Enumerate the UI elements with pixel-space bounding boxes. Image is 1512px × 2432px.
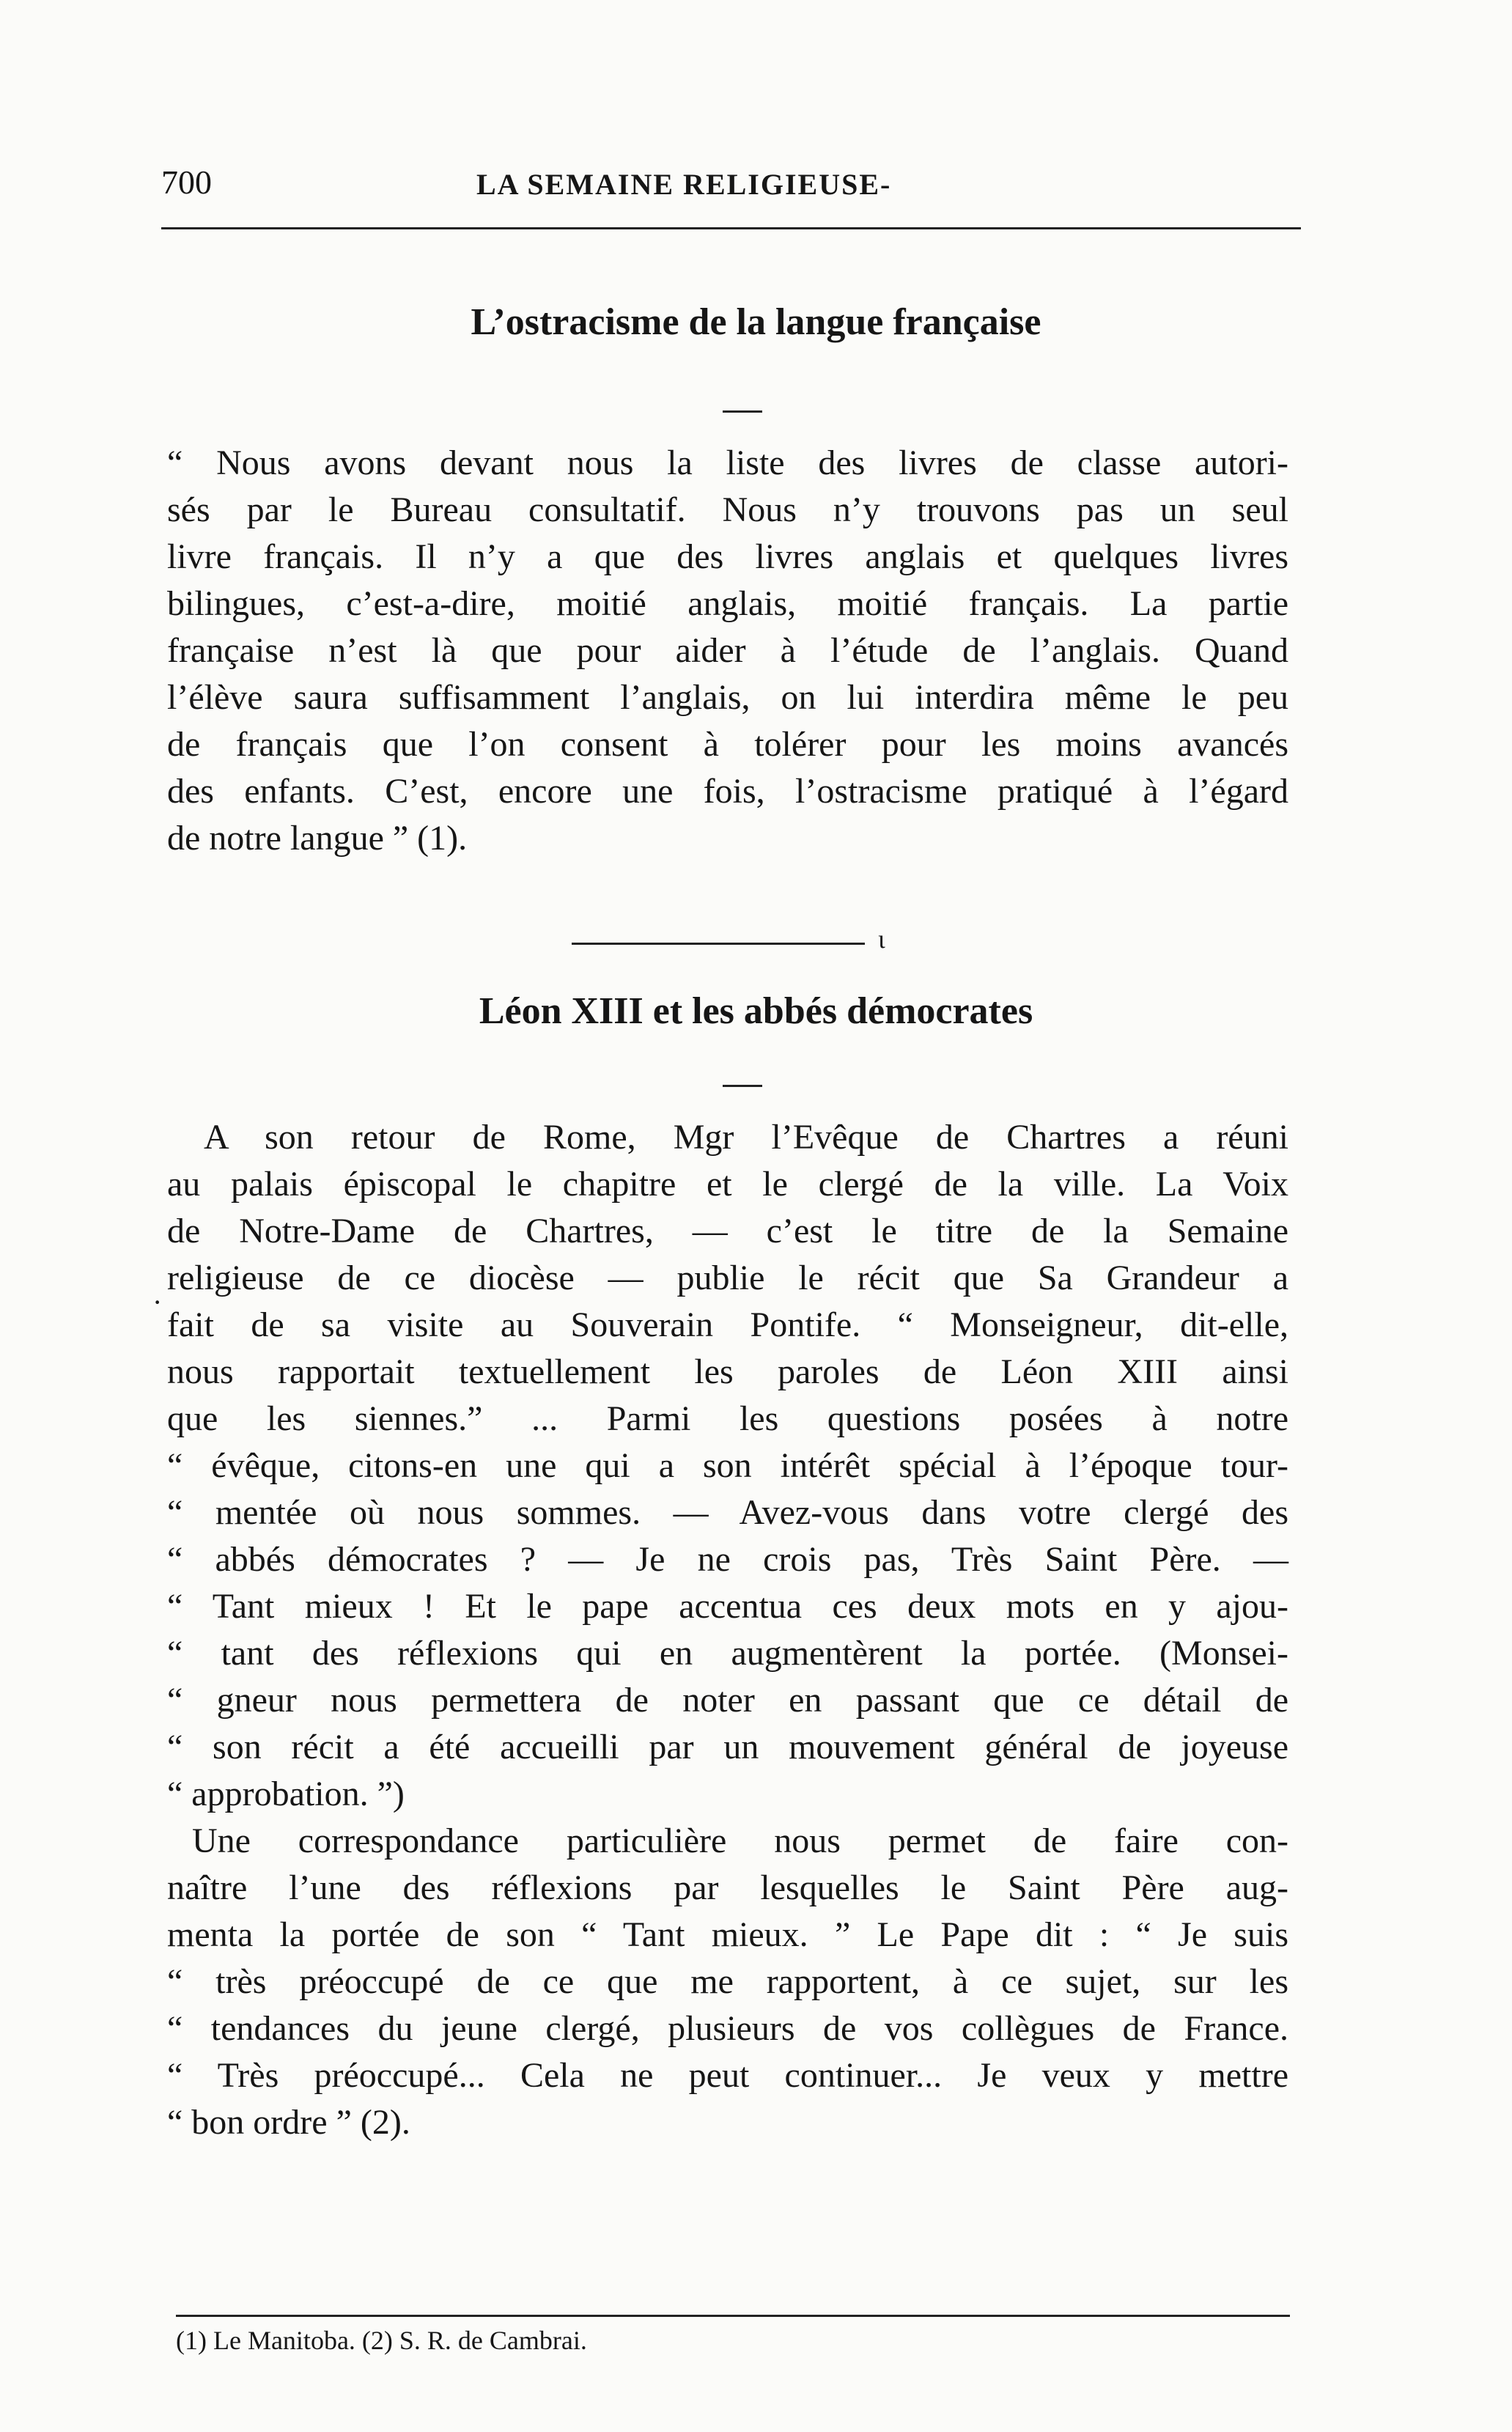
text-line: A son retour de Rome, Mgr l’Evêque de Chartres a réuni	[204, 1118, 1288, 1157]
text-line: “ très préoccupé de ce que me rapportent, à ce sujet, sur les	[167, 1962, 1288, 2001]
header-rule	[161, 227, 1301, 229]
text-line: bilingues, c’est-a-dire, moitié anglais, moitié français. La partie	[167, 584, 1288, 623]
text-line: Une correspondance particulière nous permet de faire con-	[192, 1821, 1288, 1860]
separator-mark: ι	[878, 924, 885, 954]
text-line: au palais épiscopal le chapitre et le clergé de la ville. La Voix	[167, 1165, 1288, 1204]
text-line: de français que l’on consent à tolérer pour les moins avancés	[167, 725, 1288, 764]
text-line: française n’est là que pour aider à l’étude de l’anglais. Quand	[167, 631, 1288, 670]
text-line: “ évêque, citons-en une qui a son intérêt spécial à l’époque tour-	[167, 1446, 1288, 1485]
paragraph-ostracisme	[167, 440, 1288, 862]
text-line: nous rapportait textuellement les paroles de Léon XIII ainsi	[167, 1352, 1288, 1391]
running-title: LA SEMAINE RELIGIEUSE-	[476, 168, 892, 201]
text-line: de notre langue ” (1).	[167, 819, 468, 858]
text-line: “ abbés démocrates ? — Je ne crois pas, Très Saint Père. —	[167, 1540, 1288, 1579]
text-line: “ bon ordre ” (2).	[167, 2103, 410, 2142]
text-line: “ tant des réflexions qui en augmentèrent la portée. (Monsei-	[167, 1634, 1288, 1673]
text-line: menta la portée de son “ Tant mieux. ” Le Pape dit : “ Je suis	[167, 1915, 1288, 1954]
footnotes: (1) Le Manitoba. (2) S. R. de Cambrai.	[176, 2326, 587, 2355]
section-title-leon-xiii: Léon XIII et les abbés démocrates	[479, 990, 1033, 1032]
paragraph-rome-visit	[167, 1114, 1288, 1818]
page-number: 700	[161, 163, 212, 201]
text-line: “ Très préoccupé... Cela ne peut continuer... Je veux y mettre	[167, 2056, 1288, 2095]
text-line: des enfants. C’est, encore une fois, l’ostracisme pratiqué à l’égard	[167, 772, 1288, 811]
separator-rule	[572, 943, 865, 945]
text-line: “ mentée où nous sommes. — Avez-vous dans votre clergé des	[167, 1493, 1288, 1532]
title-dash	[723, 1085, 762, 1087]
text-line: naître l’une des réflexions par lesquelles le Saint Père aug-	[167, 1868, 1288, 1907]
text-line: “ tendances du jeune clergé, plusieurs de vos collègues de France.	[167, 2009, 1288, 2048]
margin-mark: ·	[152, 1286, 163, 1319]
text-line: “ gneur nous permettera de noter en passant que ce détail de	[167, 1681, 1288, 1720]
running-head	[161, 163, 1305, 214]
title-dash	[723, 410, 762, 413]
section-title-ostracisme: L’ostracisme de la langue française	[471, 301, 1041, 343]
text-line: fait de sa visite au Souverain Pontife. “ Monseigneur, dit-elle,	[167, 1305, 1288, 1344]
paragraph-correspondance	[167, 1818, 1288, 2146]
text-line: “ Tant mieux ! Et le pape accentua ces deux mots en y ajou-	[167, 1587, 1288, 1626]
footnote-rule	[176, 2315, 1290, 2317]
section-separator	[572, 924, 909, 954]
text-line: l’élève saura suffisamment l’anglais, on lui interdira même le peu	[167, 678, 1288, 717]
text-line: livre français. Il n’y a que des livres anglais et quelques livres	[167, 537, 1288, 576]
text-line: “ approbation. ”)	[167, 1775, 405, 1813]
text-line: sés par le Bureau consultatif. Nous n’y trouvons pas un seul	[167, 490, 1288, 529]
text-line: “ son récit a été accueilli par un mouvement général de joyeuse	[167, 1728, 1288, 1766]
text-line: que les siennes.” ... Parmi les questions posées à notre	[167, 1399, 1288, 1438]
text-line: “ Nous avons devant nous la liste des livres de classe autori-	[167, 443, 1288, 482]
text-line: de Notre-Dame de Chartres, — c’est le titre de la Semaine	[167, 1212, 1288, 1250]
text-line: religieuse de ce diocèse — publie le récit que Sa Grandeur a	[167, 1259, 1288, 1297]
